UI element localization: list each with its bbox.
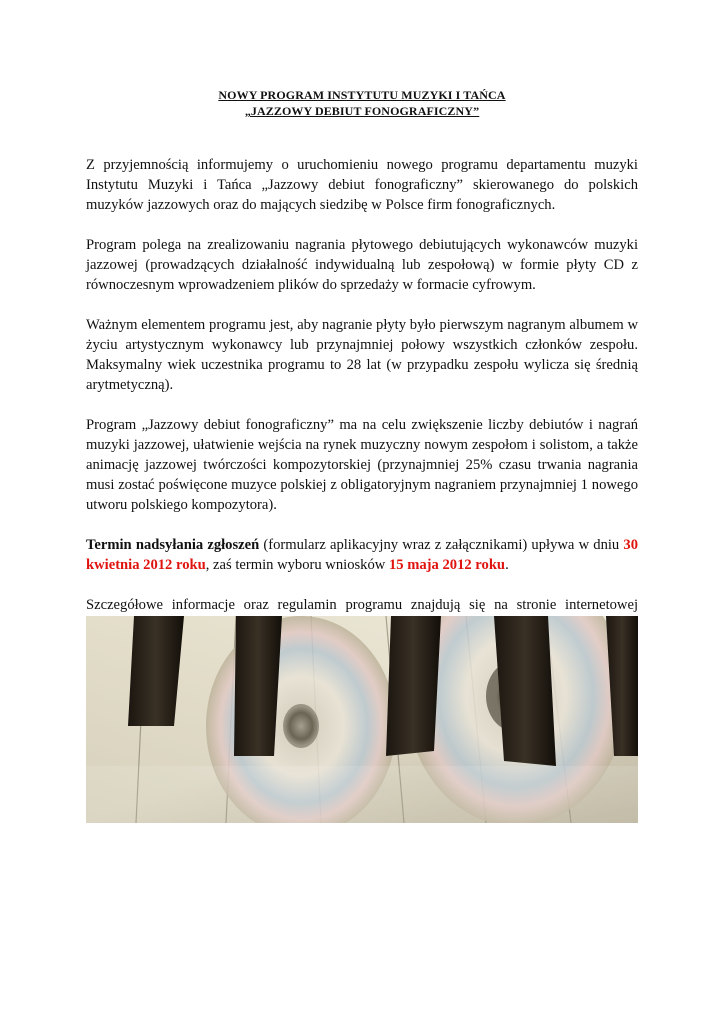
deadline-date-2: 15 maja 2012 roku: [388, 557, 506, 573]
document-body: [86, 155, 638, 695]
deadline-text-3: .: [505, 557, 509, 573]
paragraph-requirements: Ważnym elementem programu jest, aby nagranie płyty było pierwszym nagranym albumem w życiu artystycznym wykonawcy lub przynajmniej połowy wszystkich członków zespołu. Maksymalny wiek uczestnika programu to 28 lat (w przypadku zespołu wylicza się średnią arytmetyczną).: [86, 317, 638, 393]
info-text-1: Szczegółowe informacje oraz regulamin programu znajdują się na stronie internetowej: [86, 597, 638, 613]
deadline-text-1: (formularz aplikacyjny wraz z załącznikami) upływa w dniu: [259, 537, 624, 553]
deadline-date-1: 30 kwietnia 2012 roku: [86, 537, 638, 573]
paragraph-program-description: Program polega na zrealizowaniu nagrania płytowego debiutujących wykonawców muzyki jazzowej (prowadzących działalność indywidualną lub zespołową) w formie płyty CD z równoczesnym wprowadzeniem plików do sprzedaży w formacie cyfrowym.: [86, 237, 638, 293]
title-line-1: NOWY PROGRAM INSTYTUTU MUZYKI I TAŃCA: [218, 88, 506, 102]
deadline-text-2: , zaś termin wyboru wniosków: [205, 557, 389, 573]
paragraph-goals: Program „Jazzowy debiut fonograficzny” ma na celu zwiększenie liczby debiutów i nagrań muzyki jazzowej, ułatwienie wejścia na rynek muzyczny nowym zespołom i solistom, a także animację jazzowej twórczości kompozytorskiej (przynajmniej 25% czasu trwania nagrania musi zostać poświęcone muzyce polskiej z obligatoryjnym nagraniem przynajmniej 1 nowego utworu polskiego kompozytora).: [86, 417, 638, 513]
piano-keys-and-cd-photo: [86, 616, 638, 823]
paragraph-intro: Z przyjemnością informujemy o uruchomieniu nowego programu departamentu muzyki Instytutu Muzyki i Tańca „Jazzowy debiut fonograficzny” skierowanego do polskich muzyków jazzowych oraz do mających siedzibę w Polsce firm fonograficznych.: [86, 157, 638, 213]
paragraph-deadlines: [86, 535, 638, 575]
document-title: [86, 87, 638, 119]
title-line-2: „JAZZOWY DEBIUT FONOGRAFICZNY”: [244, 104, 480, 118]
deadline-lead: Termin nadsyłania zgłoszeń: [86, 537, 260, 553]
